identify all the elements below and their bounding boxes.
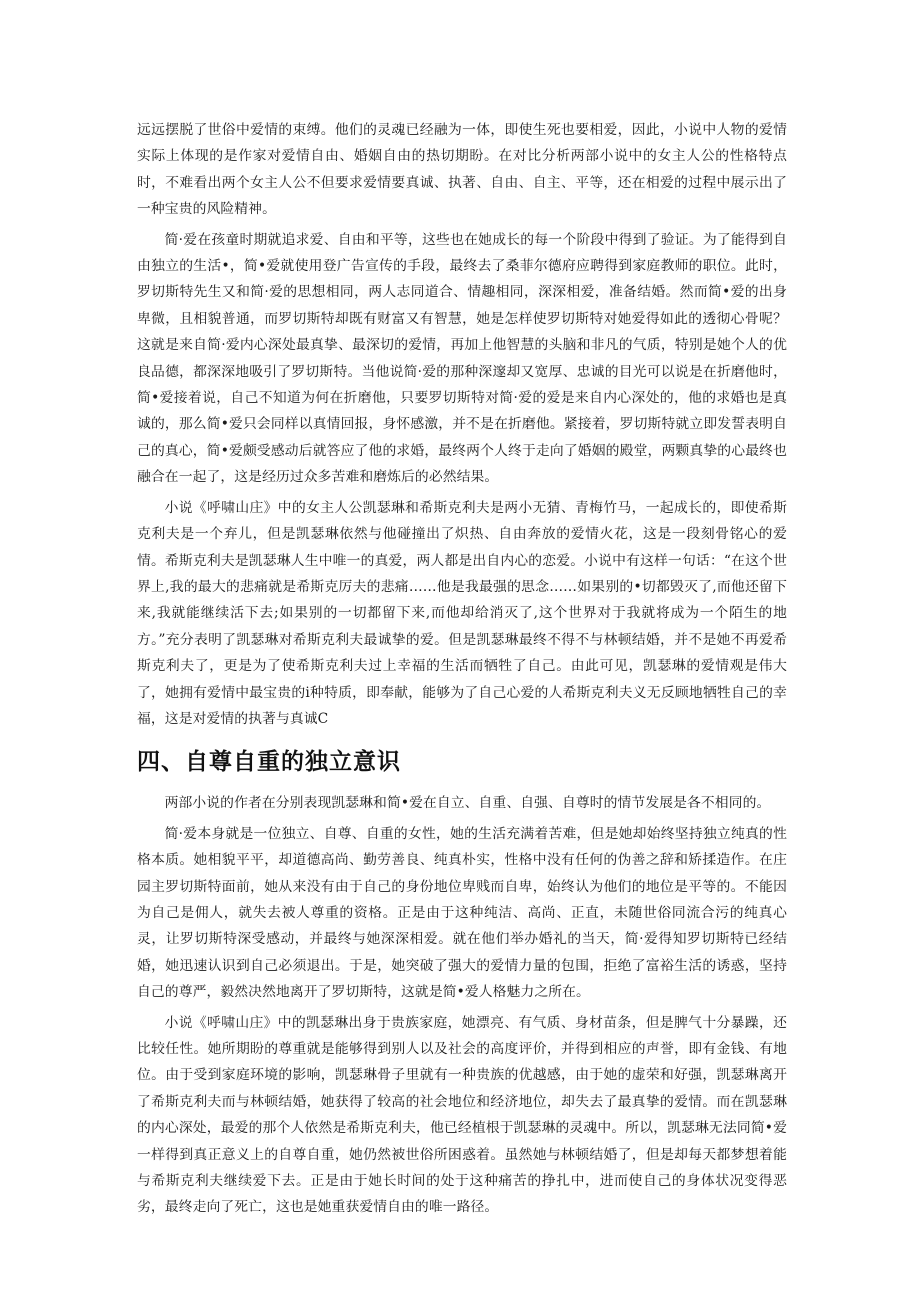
paragraph-catherine-dignity: 小说《呼啸山庄》中的凯瑟琳出身于贵族家庭，她漂亮、有气质、身材苗条，但是脾气十分暴躁，还比较任性。她所期盼的尊重就是能够得到别人以及社会的高度评价，并得到相应的声誉，即有金钱、有地位。由于受到家庭环境的影响，凯瑟琳骨子里就有一种贵族的优越感，由于她的虚荣和好强，凯瑟琳离开了希斯克利夫而与林顿结婚，她获得了较高的社会地位和经济地位，却失去了最真挚的爱情。而在凯瑟琳的内心深处，最爱的那个人依然是希斯克利夫，他已经植根于凯瑟琳的灵魂中。所以，凯瑟琳无法同简•爱一样得到真正意义上的自尊自重，她仍然被世俗所困惑着。虽然她与林顿结婚了，但是却每天都梦想着能与希斯克利夫继续爱下去。正是由于她长时间的处于这种痛苦的挣扎中，进而使自己的身体状况变得恶劣，最终走向了死亡，这也是她重获爱情自由的唯一路径。 xyxy=(137,1014,787,1216)
document-page xyxy=(137,117,787,1225)
paragraph-jane-eyre-pursuit: 简·爱在孩童时期就追求爱、自由和平等，这些也在她成长的每一个阶段中得到了验证。为了能得到自由独立的生活•，简•爱就使用登广告宣传的手段，最终去了桑菲尔德府应聘得到家庭教师的职位。此时，罗切斯特先生又和简·爱的思想相同，两人志同道合、情趣相同，深深相爱，准备结婚。然而简•爱的出身卑微，且相貌普通，而罗切斯特却既有财富又有智慧，她是怎样使罗切斯特对她爱得如此的透彻心骨呢？这就是来自简·爱内心深处最真挚、最深切的爱情，再加上他智慧的头脑和非凡的气质，特别是她个人的优良品德，都深深地吸引了罗切斯特。当他说简·爱的那种深邃却又宽厚、忠诚的目光可以说是在折磨他时，简•爱接着说，自己不知道为何在折磨他，只要罗切斯特对简·爱的爱是来自内心深处的，他的求婚也是真诚的，那么简•爱只会同样以真情回报，身怀感激，并不是在折磨他。紧接着，罗切斯特就立即发誓表明自己的真心，简•爱颇受感动后就答应了他的求婚，最终两个人终于走向了婚姻的殿堂，两颗真挚的心最终也融合在一起了，这是经历过众多苦难和磨炼后的必然结果。 xyxy=(137,231,787,486)
paragraph-jane-eyre-dignity: 简·爱本身就是一位独立、自尊、自重的女性，她的生活充满着苦难，但是她却始终坚持独立纯真的性格本质。她相貌平平，却道德高尚、勤劳善良、纯真朴实，性格中没有任何的伪善之辞和矫揉造作。在庄园主罗切斯特面前，她从来没有由于自己的身份地位卑贱而自卑，始终认为他们的地位是平等的。不能因为自己是佣人，就失去被人尊重的资格。正是由于这种纯洁、高尚、正直，未随世俗同流合污的纯真心灵，让罗切斯特深受感动，并最终与她深深相爱。就在他们举办婚礼的当天，简·爱得知罗切斯特已经结婚，她迅速认识到自己必须退出。于是，她突破了强大的爱情力量的包围，拒绝了富裕生活的诱惑，坚持自己的尊严，毅然决然地离开了罗切斯特，这就是简•爱人格魅力之所在。 xyxy=(137,825,787,1001)
section-heading: 四、自尊自重的独立意识 xyxy=(137,749,401,776)
paragraph-wuthering-heights-love: 小说《呼啸山庄》中的女主人公凯瑟琳和希斯克利夫是两小无猜、青梅竹马，一起成长的，即使希斯克利夫是一个弃儿，但是凯瑟琳依然与他碰撞出了炽热、自由奔放的爱情火花，这是一段刻骨铭心的爱情。希斯克利夫是凯瑟琳人生中唯一的真爱，两人都是出自内心的恋爱。小说中有这样一句话：“在这个世界上,我的最大的悲痛就是希斯克厉夫的悲痛……他是我最强的思念……如果别的•切都毁灭了,而他还留下来,我就能继续活下去;如果别的一切都留下来,而他却给消灭了,这个世界对于我就将成为一个陌生的地方。”充分表明了凯瑟琳对希斯克利夫最诚挚的爱。但是凯瑟琳最终不得不与林顿结婚，并不是她不再爱希斯克利夫了，更是为了使希斯克利夫过上幸福的生活而牺牲了自己。由此可见，凯瑟琳的爱情观是伟大了，她拥有爱情中最宝贵的i种特质，即奉献，能够为了自己心爱的人希斯克利夫义无反顾地牺牲自己的幸福，这是对爱情的执著与真诚C xyxy=(137,499,787,727)
paragraph-continuation: 远远摆脱了世俗中爱情的束缚。他们的灵魂已经融为一体，即使生死也要相爱，因此，小说中人物的爱情实际上体现的是作家对爱情自由、婚姻自由的热切期盼。在对比分析两部小说中的女主人公的性格特点时，不难看出两个女主人公不但要求爱情要真诚、执著、自由、自主、平等，还在相爱的过程中展示出了一种宝贵的风险精神。 xyxy=(137,122,787,218)
paragraph-intro-independence: 两部小说的作者在分别表现凯瑟琳和简•爱在自立、自重、自强、自尊时的情节发展是各不相同的。 xyxy=(164,795,771,812)
